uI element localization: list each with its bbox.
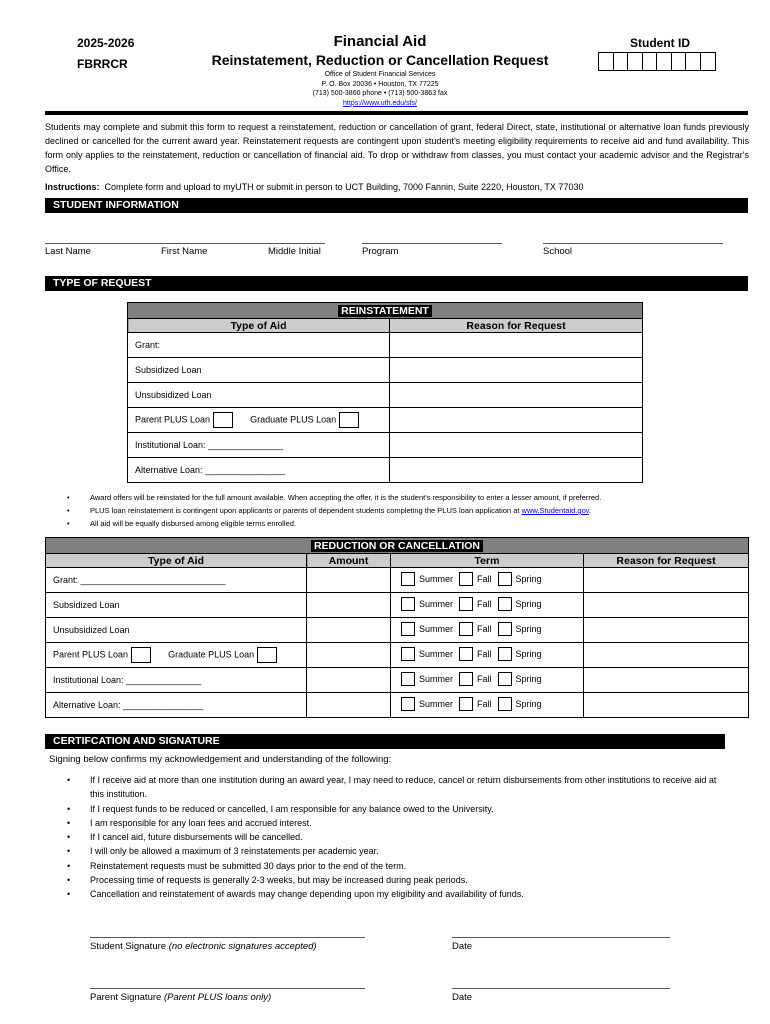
reinst-row-grant: Grant: bbox=[128, 333, 390, 358]
col-type-of-aid: Type of Aid bbox=[46, 554, 307, 568]
reduction-table bbox=[45, 537, 749, 718]
office-address: P. O. Box 20036 • Houston, TX 77225 bbox=[321, 80, 439, 88]
reinst-reason-input[interactable] bbox=[390, 433, 643, 458]
red-row-unsubsidized: Unsubsidized Loan bbox=[46, 618, 307, 643]
spring-checkbox[interactable] bbox=[498, 622, 512, 636]
reinstatement-notes bbox=[67, 491, 747, 530]
reinst-reason-input[interactable] bbox=[390, 408, 643, 433]
reinst-reason-input[interactable] bbox=[390, 458, 643, 483]
type-of-request-heading: TYPE OF REQUEST bbox=[45, 276, 748, 291]
reinst-reason-input[interactable] bbox=[390, 383, 643, 408]
parent-plus-checkbox[interactable] bbox=[213, 412, 233, 428]
parent-signature-line[interactable] bbox=[90, 988, 365, 989]
spring-checkbox[interactable] bbox=[498, 572, 512, 586]
parent-signature-label: Parent Signature (Parent PLUS loans only) bbox=[90, 992, 272, 1003]
term-options: Summer Fall Spring bbox=[391, 693, 584, 718]
reinst-row-plus: Parent PLUS Loan Graduate PLUS Loan bbox=[128, 408, 390, 433]
summer-checkbox[interactable] bbox=[401, 597, 415, 611]
school-label: School bbox=[543, 246, 573, 257]
school-line[interactable] bbox=[543, 243, 723, 244]
fall-checkbox[interactable] bbox=[459, 647, 473, 661]
reinst-row-unsubsidized: Unsubsidized Loan bbox=[128, 383, 390, 408]
cert-item: • I will only be allowed a maximum of 3 reinstatements per academic year. bbox=[67, 844, 727, 858]
office-link[interactable]: https://www.uth.edu/sfs/ bbox=[343, 99, 417, 107]
reinst-row-institutional: Institutional Loan: _______________ bbox=[128, 433, 390, 458]
spring-checkbox[interactable] bbox=[498, 647, 512, 661]
term-options: Summer Fall Spring bbox=[391, 568, 584, 593]
term-options: Summer Fall Spring bbox=[391, 593, 584, 618]
certification-heading: CERTIFCATION AND SIGNATURE bbox=[45, 734, 725, 749]
header-rule bbox=[45, 111, 748, 115]
summer-checkbox[interactable] bbox=[401, 672, 415, 686]
office-info bbox=[190, 70, 570, 108]
reduction-row bbox=[46, 593, 749, 618]
cert-item: • Reinstatement requests must be submitted 30 days prior to the end of the term. bbox=[67, 859, 727, 873]
reinst-reason-input[interactable] bbox=[390, 358, 643, 383]
grad-plus-checkbox[interactable] bbox=[339, 412, 359, 428]
term-options: Summer Fall Spring bbox=[391, 668, 584, 693]
amount-input[interactable] bbox=[307, 593, 391, 618]
reinstatement-table bbox=[127, 302, 643, 483]
term-options: Summer Fall Spring bbox=[391, 643, 584, 668]
fall-checkbox[interactable] bbox=[459, 622, 473, 636]
col-type-of-aid: Type of Aid bbox=[128, 319, 390, 333]
middle-initial-label: Middle Initial bbox=[268, 246, 321, 257]
cert-item: • If I request funds to be reduced or cancelled, I am responsible for any balance owed to the University. bbox=[67, 802, 727, 816]
cert-item: • If I receive aid at more than one institution during an award year, I may need to reduce, cancel or return disbursements from other institutions to receive aid at this institution. bbox=[67, 773, 727, 802]
fall-checkbox[interactable] bbox=[459, 597, 473, 611]
reason-input[interactable] bbox=[584, 643, 749, 668]
note-item: • PLUS loan reinstatement is contingent upon applicants or parents of dependent students completing the PLUS loan application at www.Studentaid.gov. bbox=[67, 504, 747, 517]
term-options: Summer Fall Spring bbox=[391, 618, 584, 643]
student-date-label: Date bbox=[452, 941, 473, 952]
cert-item: • If I cancel aid, future disbursements will be cancelled. bbox=[67, 830, 727, 844]
cert-item: • Processing time of requests is generally 2-3 weeks, but may be increased during peak periods. bbox=[67, 873, 727, 887]
certification-list bbox=[67, 773, 727, 902]
office-name: Office of Student Financial Services bbox=[324, 71, 436, 78]
reduction-row bbox=[46, 643, 749, 668]
col-reason: Reason for Request bbox=[390, 319, 643, 333]
amount-input[interactable] bbox=[307, 643, 391, 668]
form-code: FBRRCR bbox=[77, 57, 128, 71]
intro-text: Students may complete and submit this form to request a reinstatement, reduction or cancellation of grant, federal Direct, state, institutional or alternative loan funds previously declined or cancelled for the current award year. Reinstatement requests are contingent upon student's meeting eligibility requirements to receive aid and fund availability. This form only applies to the reinstatement, reduction or cancellation of financial aid. To drop or withdraw from classes, you must contact your academic advisor and the Registrar's Office. bbox=[45, 122, 749, 174]
reinst-row-alternative: Alternative Loan: ________________ bbox=[128, 458, 390, 483]
award-year: 2025-2026 bbox=[77, 36, 135, 50]
certification-lead: Signing below confirms my acknowledgement and understanding of the following: bbox=[49, 754, 392, 765]
summer-checkbox[interactable] bbox=[401, 647, 415, 661]
form-subtitle: Reinstatement, Reduction or Cancellation Request bbox=[211, 52, 549, 68]
student-date-line[interactable] bbox=[452, 937, 670, 938]
student-info-heading: STUDENT INFORMATION bbox=[45, 198, 748, 213]
reason-input[interactable] bbox=[584, 568, 749, 593]
spring-checkbox[interactable] bbox=[498, 697, 512, 711]
spring-checkbox[interactable] bbox=[498, 597, 512, 611]
reduction-row bbox=[46, 668, 749, 693]
first-name-label: First Name bbox=[161, 246, 208, 257]
spring-checkbox[interactable] bbox=[498, 672, 512, 686]
red-row-institutional: Institutional Loan: _______________ bbox=[46, 668, 307, 693]
student-id-input[interactable] bbox=[598, 52, 716, 71]
red-row-grant: Grant: _____________________________ bbox=[46, 568, 307, 593]
program-line[interactable] bbox=[362, 243, 502, 244]
reason-input[interactable] bbox=[584, 593, 749, 618]
program-label: Program bbox=[362, 246, 399, 257]
red-row-plus: Parent PLUS Loan Graduate PLUS Loan bbox=[46, 643, 307, 668]
parent-date-label: Date bbox=[452, 992, 473, 1003]
reinst-reason-input[interactable] bbox=[390, 333, 643, 358]
student-id-label: Student ID bbox=[630, 36, 690, 50]
parent-plus-checkbox[interactable] bbox=[131, 647, 151, 663]
reason-input[interactable] bbox=[584, 618, 749, 643]
reduction-row bbox=[46, 618, 749, 643]
office-phone: (713) 500-3860 phone • (713) 500-3863 fax bbox=[312, 90, 448, 97]
student-signature-label: Student Signature (no electronic signatures accepted) bbox=[90, 941, 317, 952]
student-signature-line[interactable] bbox=[90, 937, 365, 938]
summer-checkbox[interactable] bbox=[401, 572, 415, 586]
summer-checkbox[interactable] bbox=[401, 622, 415, 636]
fall-checkbox[interactable] bbox=[459, 672, 473, 686]
amount-input[interactable] bbox=[307, 618, 391, 643]
reduction-row bbox=[46, 693, 749, 718]
form-title: Financial Aid bbox=[333, 33, 427, 50]
last-name-label: Last Name bbox=[45, 246, 91, 257]
fall-checkbox[interactable] bbox=[459, 572, 473, 586]
instructions: Instructions: Complete form and upload to myUTH or submit in person to UCT Building, 7000 Fannin, Suite 2220, Houston, TX 77030 bbox=[45, 182, 584, 192]
cert-item: • Cancellation and reinstatement of awards may change depending upon my eligibility and availability of funds. bbox=[67, 887, 727, 901]
reduction-heading: REDUCTION OR CANCELLATION bbox=[46, 538, 749, 554]
red-row-subsidized: Subsidized Loan bbox=[46, 593, 307, 618]
col-amount: Amount bbox=[307, 554, 391, 568]
amount-input[interactable] bbox=[307, 693, 391, 718]
note-item: • All aid will be equally disbursed among eligible terms enrolled. bbox=[67, 517, 747, 530]
reinst-row-subsidized: Subsidized Loan bbox=[128, 358, 390, 383]
reduction-row bbox=[46, 568, 749, 593]
parent-date-line[interactable] bbox=[452, 988, 670, 989]
studentaid-link[interactable]: www.Studentaid.gov bbox=[521, 506, 589, 515]
reinstatement-heading: REINSTATEMENT bbox=[128, 303, 643, 319]
fall-checkbox[interactable] bbox=[459, 697, 473, 711]
red-row-alternative: Alternative Loan: ________________ bbox=[46, 693, 307, 718]
amount-input[interactable] bbox=[307, 568, 391, 593]
reason-input[interactable] bbox=[584, 668, 749, 693]
amount-input[interactable] bbox=[307, 668, 391, 693]
reason-input[interactable] bbox=[584, 693, 749, 718]
note-item: • Award offers will be reinstated for the full amount available. When accepting the offer, it is the student's responsibility to enter a lesser amount, if preferred. bbox=[67, 491, 747, 504]
cert-item: • I am responsible for any loan fees and accrued interest. bbox=[67, 816, 727, 830]
summer-checkbox[interactable] bbox=[401, 697, 415, 711]
col-term: Term bbox=[391, 554, 584, 568]
name-line[interactable] bbox=[45, 243, 325, 244]
grad-plus-checkbox[interactable] bbox=[257, 647, 277, 663]
col-reason: Reason for Request bbox=[584, 554, 749, 568]
